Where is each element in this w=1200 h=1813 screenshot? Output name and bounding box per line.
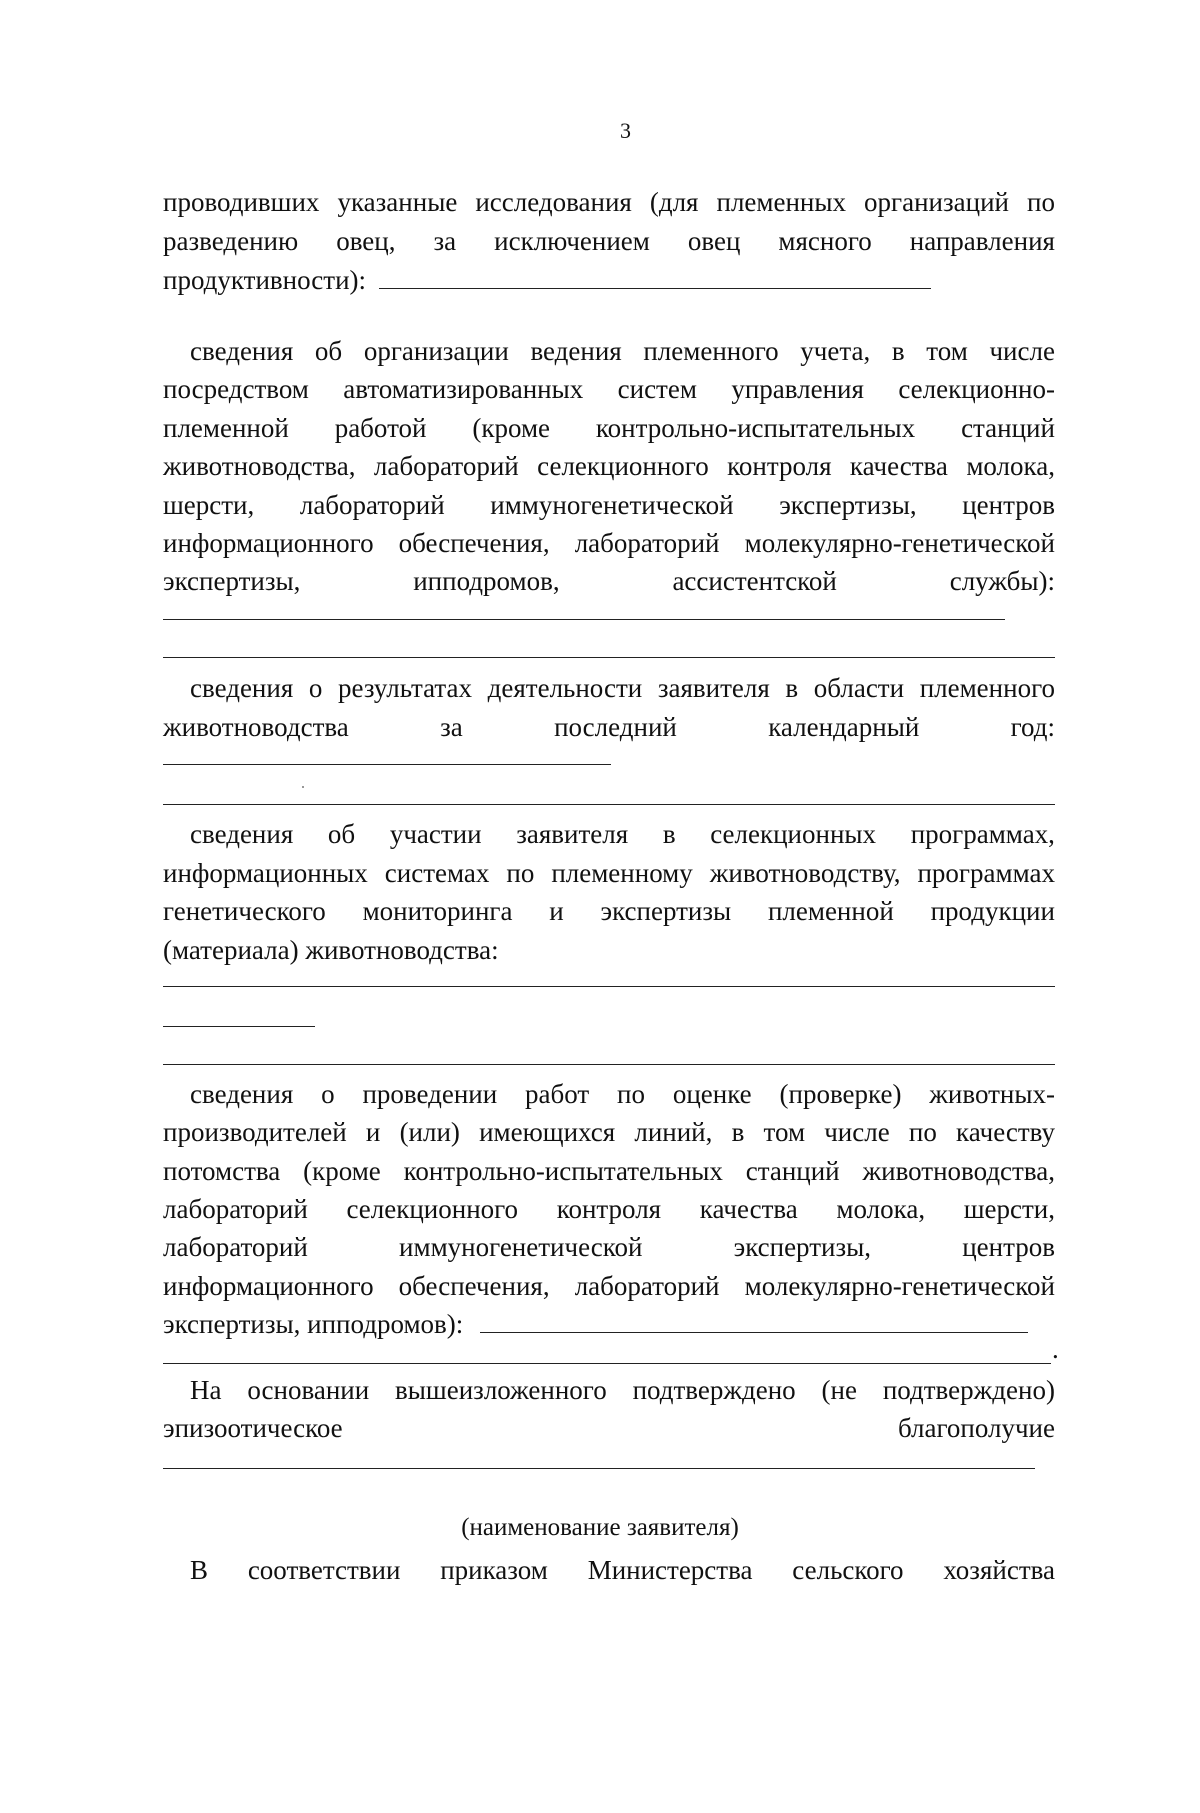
word: разведению	[163, 226, 299, 256]
word: числе	[989, 336, 1055, 366]
word: центров	[962, 490, 1055, 520]
fill-in-line	[163, 657, 1055, 658]
word: мониторинга	[362, 896, 513, 926]
word: шерсти,	[163, 490, 255, 520]
p2-line-6	[163, 525, 1055, 561]
fill-in-line	[163, 619, 1005, 620]
p2-line-4	[163, 448, 1055, 484]
word: в	[662, 819, 676, 849]
word: лабораторий	[574, 1271, 720, 1301]
word: вышеизложенного	[395, 1375, 607, 1405]
word: (не	[821, 1375, 857, 1405]
word: шерсти,	[963, 1194, 1055, 1224]
word: контрольно-испытательных	[403, 1156, 723, 1186]
word: приказом	[440, 1555, 548, 1585]
word: племенной	[767, 896, 894, 926]
word: организаций	[864, 187, 1010, 217]
word: племенной	[163, 413, 289, 443]
word: и	[549, 896, 564, 926]
word: и	[365, 1117, 381, 1147]
word: в	[785, 673, 799, 703]
word: ипподромов,	[413, 566, 560, 596]
word: иммуногенетической	[399, 1232, 643, 1262]
word: программах	[917, 858, 1055, 888]
scan-speck	[302, 786, 304, 788]
word: программах,	[910, 819, 1055, 849]
p2-line-1	[190, 333, 1055, 369]
p5-line-7	[163, 1306, 1055, 1342]
word: эпизоотическое	[163, 1413, 343, 1443]
word: календарный	[768, 712, 920, 742]
word: проведении	[362, 1079, 498, 1109]
word: управления	[731, 374, 864, 404]
word: информационного	[163, 1271, 374, 1301]
word: В	[190, 1555, 209, 1585]
word: систем	[617, 374, 697, 404]
p4-line-3	[163, 893, 1055, 929]
p2-line-2	[163, 371, 1055, 407]
word: подтверждено)	[882, 1375, 1055, 1405]
word: потомства	[163, 1156, 281, 1186]
word: качеству	[956, 1117, 1055, 1147]
word: за	[433, 226, 457, 256]
p2-line-5	[163, 487, 1055, 523]
p3-line-1	[190, 670, 1055, 706]
word: числе	[824, 1117, 890, 1147]
fill-in-line	[480, 1331, 1028, 1333]
fill-in-line	[163, 1064, 1055, 1065]
word: том	[926, 336, 968, 366]
end-mark: .	[1052, 1334, 1059, 1364]
word: лабораторий	[163, 1232, 308, 1262]
p1-line-2	[163, 223, 1055, 259]
word: иммуногенетической	[490, 490, 734, 520]
p5-line-5	[163, 1229, 1055, 1265]
word: лабораторий	[574, 528, 720, 558]
p5-line-3	[163, 1153, 1055, 1189]
word: по	[506, 858, 535, 888]
word: экспертизы,	[779, 490, 917, 520]
word: о	[308, 673, 323, 703]
word: экспертизы	[600, 896, 732, 926]
word: молекулярно-генетической	[744, 528, 1055, 558]
fill-in-line	[163, 764, 611, 765]
p5-line-7-text: экспертизы, ипподромов):	[163, 1309, 464, 1339]
word: заявителя	[657, 673, 770, 703]
word: учета,	[800, 336, 871, 366]
p3-line-2	[163, 709, 1055, 745]
fill-in-line	[163, 1363, 1051, 1364]
p1-line-3	[163, 262, 1055, 298]
word: контрольно-испытательных	[595, 413, 916, 443]
word: последний	[554, 712, 677, 742]
word: контроля	[556, 1194, 662, 1224]
word: обеспечения,	[398, 1271, 550, 1301]
word: племенного	[919, 673, 1055, 703]
word: в	[731, 1117, 745, 1147]
caption-applicant-name: (наименование заявителя)	[461, 1514, 739, 1541]
word: генетического	[163, 896, 326, 926]
word: результатах	[338, 673, 473, 703]
word: имеющихся	[479, 1117, 616, 1147]
page-number: 3	[620, 118, 631, 143]
word: ассистентской	[672, 566, 837, 596]
word: службы):	[949, 566, 1055, 596]
word: сельского	[792, 1555, 904, 1585]
word: станций	[961, 413, 1055, 443]
word: участии	[389, 819, 482, 849]
word: работой	[334, 413, 427, 443]
word: указанные	[337, 187, 458, 217]
word: (кроме	[472, 413, 551, 443]
word: овец	[687, 226, 741, 256]
word: экспертизы,	[733, 1232, 872, 1262]
p6-line-2	[163, 1410, 1055, 1446]
word: сведения	[190, 673, 294, 703]
word: (кроме	[303, 1156, 381, 1186]
word: экспертизы,	[163, 566, 301, 596]
p5-line-2	[163, 1114, 1055, 1150]
word: (для	[649, 187, 699, 217]
word: молекулярно-генетической	[744, 1271, 1055, 1301]
word: системах	[384, 858, 490, 888]
word: производителей	[163, 1117, 347, 1147]
word: за	[440, 712, 463, 742]
word: животноводства	[163, 712, 349, 742]
p4-line-2	[163, 855, 1055, 891]
p4-line-4: (материала) животноводства:	[163, 935, 499, 965]
word: животных-	[929, 1079, 1055, 1109]
word: работ	[525, 1079, 590, 1109]
word: станций	[745, 1156, 840, 1186]
word: селекционно-	[898, 374, 1055, 404]
word: по	[617, 1079, 645, 1109]
word: направления	[909, 226, 1055, 256]
word: племенного	[643, 336, 779, 366]
word: лабораторий	[373, 451, 519, 481]
p1-line-3-text: продуктивности):	[163, 265, 367, 295]
word: На	[190, 1375, 222, 1405]
word: проводивших	[163, 187, 320, 217]
word: оценке	[672, 1079, 752, 1109]
p2-line-3	[163, 410, 1055, 446]
word: организации	[363, 336, 509, 366]
word: линий,	[634, 1117, 713, 1147]
word: селекционных	[710, 819, 877, 849]
word: сведения	[190, 336, 294, 366]
word: Министерства	[587, 1555, 753, 1585]
word: обеспечения,	[398, 528, 550, 558]
word: контроля	[727, 451, 832, 481]
word: лабораторий	[299, 490, 445, 520]
word: по	[1027, 187, 1055, 217]
word: в	[891, 336, 905, 366]
word: заявителя	[516, 819, 629, 849]
word: исключением	[494, 226, 650, 256]
word: племенному	[551, 858, 693, 888]
word: сведения	[190, 1079, 294, 1109]
word: (или)	[399, 1117, 460, 1147]
word: молока,	[966, 451, 1055, 481]
word: молока,	[836, 1194, 926, 1224]
fill-in-line	[163, 986, 1055, 987]
p6-line-1	[190, 1372, 1055, 1408]
word: о	[321, 1079, 335, 1109]
word: животноводству,	[709, 858, 901, 888]
word: овец,	[336, 226, 396, 256]
word: (проверке)	[779, 1079, 902, 1109]
word: исследования	[475, 187, 632, 217]
word: том	[763, 1117, 806, 1147]
p5-line-4	[163, 1191, 1055, 1227]
word: ведения	[530, 336, 622, 366]
p2-line-7	[163, 563, 1055, 599]
word: автоматизированных	[343, 374, 584, 404]
word: животноводства,	[163, 451, 356, 481]
p5-line-1	[190, 1076, 1055, 1112]
word: посредством	[163, 374, 309, 404]
word: год:	[1010, 712, 1055, 742]
word: лабораторий	[163, 1194, 308, 1224]
word: информационных	[163, 858, 368, 888]
word: селекционного	[537, 451, 709, 481]
word: селекционного	[346, 1194, 519, 1224]
word: области	[813, 673, 905, 703]
word: продукции	[930, 896, 1055, 926]
fill-in-line	[379, 287, 931, 289]
word: деятельности	[487, 673, 643, 703]
p4-line-1	[190, 816, 1055, 852]
word: об	[327, 819, 356, 849]
word: об	[314, 336, 343, 366]
word: по	[908, 1117, 937, 1147]
word: соответствии	[247, 1555, 401, 1585]
word: сведения	[190, 819, 294, 849]
word: животноводства,	[862, 1156, 1055, 1186]
word: качества	[849, 451, 948, 481]
word: качества	[699, 1194, 798, 1224]
p5-line-6	[163, 1268, 1055, 1304]
p1-line-1	[163, 184, 1055, 220]
word: основании	[247, 1375, 370, 1405]
fill-in-line	[163, 1026, 315, 1027]
word: мясного	[778, 226, 872, 256]
word: благополучие	[897, 1413, 1055, 1443]
fill-in-line	[163, 804, 1055, 805]
p7-line-1	[190, 1552, 1055, 1588]
word: хозяйства	[943, 1555, 1055, 1585]
fill-in-line	[163, 1468, 1035, 1469]
word: племенных	[716, 187, 847, 217]
word: подтверждено	[632, 1375, 796, 1405]
word: центров	[962, 1232, 1055, 1262]
word: информационного	[163, 528, 374, 558]
